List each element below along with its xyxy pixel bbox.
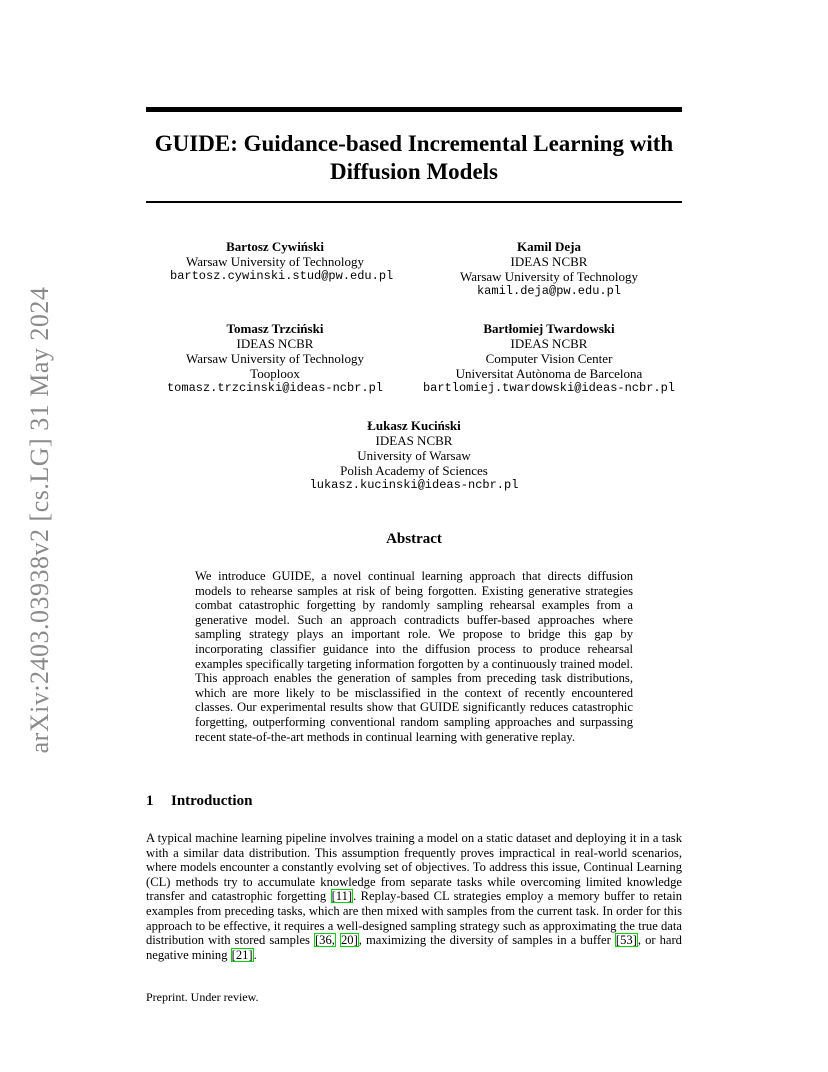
citation-link[interactable]: [53] [615,933,637,948]
title-bottom-rule [146,201,682,203]
introduction-paragraph [146,831,682,962]
author-affiliation: IDEAS NCBR [510,336,588,351]
author-block-twardowski [406,321,692,396]
author-email[interactable]: bartlomiej.twardowski@ideas-ncbr.pl [422,381,676,395]
section-title: Introduction [171,793,253,809]
author-affiliation: IDEAS NCBR [236,336,314,351]
author-email[interactable]: kamil.deja@pw.edu.pl [476,284,622,298]
citation-link[interactable]: [21] [231,947,253,962]
section-number: 1 [146,793,154,809]
author-name: Tomasz Trzciński [226,321,324,336]
paragraph-text: . Replay-based CL strategies employ a memory buffer to retain examples from preceding tasks, which are then mixed with samples from the current task. In order for this approach to be effective, it requires a well-designed sampling strategy such as approximating the true data distribution with stored samples [146,889,683,948]
arxiv-identifier: arXiv:2403.03938v2 [cs.LG] 31 May 2024 [25,286,54,754]
author-name: Łukasz Kuciński [367,418,461,433]
author-email[interactable]: bartosz.cywinski.stud@pw.edu.pl [170,269,394,283]
author-affiliation: Universitat Autònoma de Barcelona [455,366,643,381]
author-affiliation: Warsaw University of Technology [186,254,364,269]
footer-note: Preprint. Under review. [146,990,259,1004]
author-name: Bartłomiej Twardowski [483,321,615,336]
section-heading [146,793,252,810]
author-block-deja [440,239,658,299]
author-affiliation: University of Warsaw [357,448,471,463]
author-affiliation: Tooploox [250,366,300,381]
title-top-rule [146,107,682,112]
abstract-heading: Abstract [386,531,442,547]
author-affiliation: Warsaw University of Technology [186,351,364,366]
paragraph-text: A typical machine learning pipeline involves training a model on a static dataset and deploying it in a task with a similar data distribution. This assumption frequently proves impractical in real-world scenarios, where models encounter a constantly evolving set of objectives. To address this issue, Continual Learning (CL) methods try to accumulate knowledge from separate tasks while overcoming limited knowledge transfer and catastrophic forgetting [146,831,682,904]
author-block-kucinski [294,418,534,493]
author-name: Kamil Deja [517,239,581,254]
citation-link[interactable]: [36, [314,933,335,948]
author-email[interactable]: lukasz.kucinski@ideas-ncbr.pl [309,478,519,492]
citation-link[interactable]: [11] [331,889,353,904]
author-affiliation: Polish Academy of Sciences [340,463,488,478]
author-affiliation: Computer Vision Center [485,351,613,366]
author-name: Bartosz Cywiński [226,239,324,254]
citation-link[interactable]: 20] [340,933,358,948]
paper-title: GUIDE: Guidance-based Incremental Learning with Diffusion Models [154,131,674,184]
author-block-cywinski [170,239,394,284]
paragraph-text: , maximizing the diversity of samples in a buffer [358,933,615,948]
abstract-text: We introduce GUIDE, a novel continual learning approach that directs diffusion models to rehearse samples at risk of being forgotten. Existing generative strategies combat catastrophic forgetting by randomly sampling rehearsal examples from a generative model. Such an approach contradicts buffer-based approaches where sampling strategy plays an important role. We propose to bridge this gap by incorporating classifier guidance into the diffusion process to produce rehearsal examples specifically targeting information forgotten by a continuously trained model. This approach enables the generation of samples from preceding task distributions, which are more likely to be misclassified in the context of recently encountered classes. Our experimental results show that GUIDE significantly reduces catastrophic forgetting, outperforming conventional random sampling approaches and surpassing recent state-of-the-art methods in continual learning with generative replay. [195,569,633,744]
author-block-trzcinski [160,321,390,396]
paragraph-text: . [253,947,257,962]
author-email[interactable]: tomasz.trzcinski@ideas-ncbr.pl [166,381,384,395]
author-affiliation: IDEAS NCBR [510,254,588,269]
author-affiliation: Warsaw University of Technology [460,269,638,284]
paragraph-text: , or hard negative mining [146,933,682,962]
author-affiliation: IDEAS NCBR [375,433,453,448]
